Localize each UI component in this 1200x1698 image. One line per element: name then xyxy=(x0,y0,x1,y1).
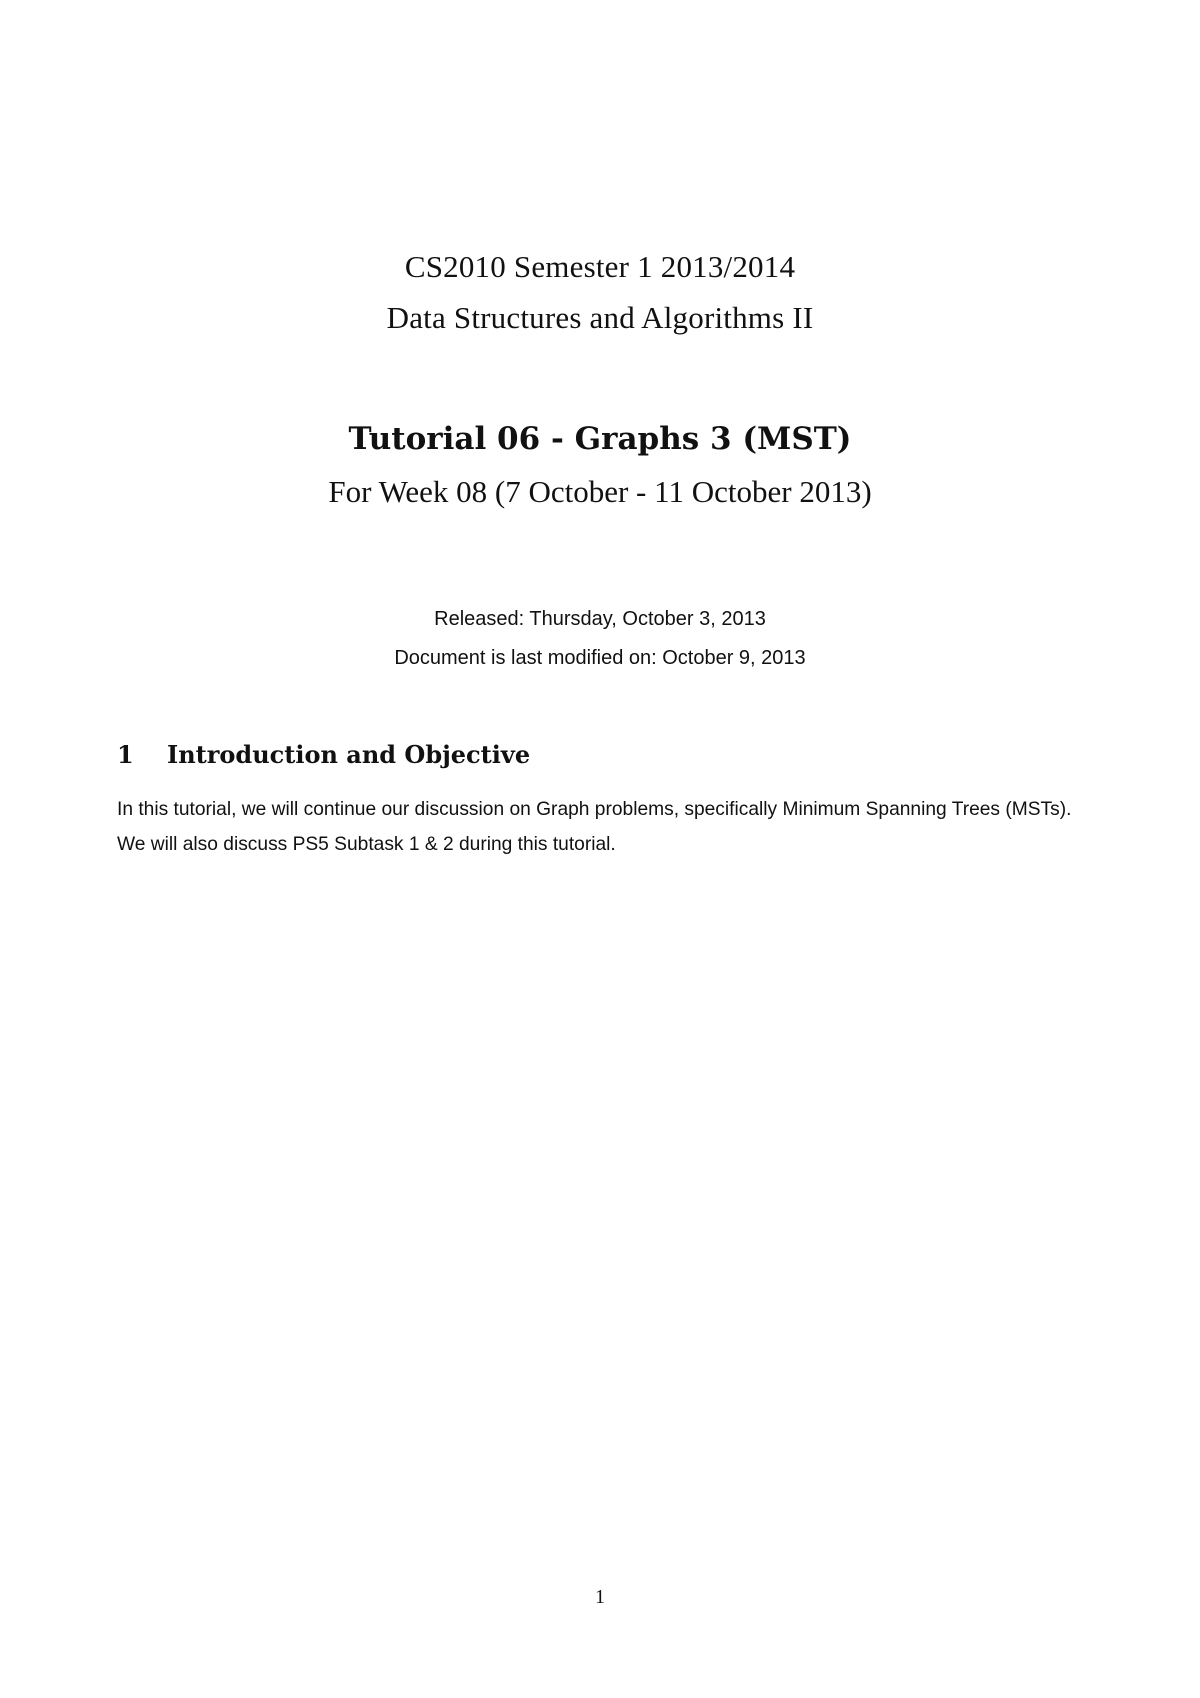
section-body-text: In this tutorial, we will continue our discussion on Graph problems, specifically Minimum Spanning Trees (MSTs). We will also discuss PS5 Subtask 1 & 2 during this tutorial. xyxy=(117,799,1072,855)
week-line: For Week 08 (7 October - 11 October 2013) xyxy=(328,473,872,509)
section-introduction xyxy=(117,740,1090,862)
released-date: Released: Thursday, October 3, 2013 xyxy=(434,608,766,630)
section-title: Introduction and Objective xyxy=(167,740,531,769)
section-heading xyxy=(117,740,1090,770)
date-info xyxy=(0,606,1200,671)
course-header xyxy=(0,248,1200,338)
course-code-semester: CS2010 Semester 1 2013/2014 xyxy=(404,249,796,284)
section-number: 1 xyxy=(117,740,134,769)
tutorial-title-block xyxy=(0,420,1200,512)
course-name: Data Structures and Algorithms II xyxy=(386,299,814,335)
tutorial-title: Tutorial 06 - Graphs 3 (MST) xyxy=(348,421,852,457)
last-modified-date: Document is last modified on: October 9, 2013 xyxy=(394,647,806,669)
page-number: 1 xyxy=(595,1586,605,1608)
